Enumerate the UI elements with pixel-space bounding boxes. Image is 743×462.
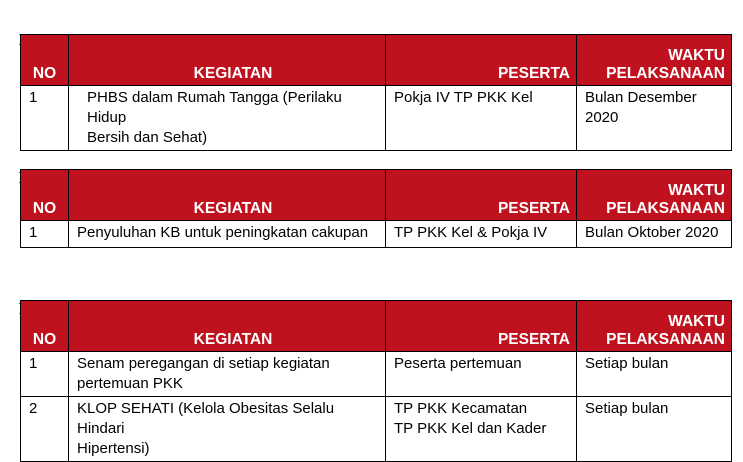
cell-waktu-line: Bulan Oktober 2020	[585, 224, 719, 241]
table-pelestarian-lingkungan	[20, 34, 732, 151]
header-kegiatan: KEGIATAN	[69, 301, 386, 352]
cell-kegiatan-line: Bersih dan Sehat)	[87, 129, 208, 146]
cell-kegiatan	[69, 221, 386, 248]
table-header-row	[21, 170, 732, 221]
header-waktu-line1: WAKTU	[668, 47, 725, 64]
cell-kegiatan	[69, 352, 386, 397]
header-waktu-line2: PELAKSANAAN	[606, 331, 725, 348]
cell-waktu	[577, 221, 732, 248]
header-no: NO	[21, 301, 69, 352]
table-row	[21, 397, 732, 462]
table-header-row	[21, 35, 732, 86]
header-waktu	[577, 170, 732, 221]
table-menjaga-kebugaran	[20, 300, 732, 462]
cell-no: 2	[21, 397, 69, 462]
header-waktu-line1: WAKTU	[668, 182, 725, 199]
cell-peserta	[386, 352, 577, 397]
header-no: NO	[21, 170, 69, 221]
header-no: NO	[21, 35, 69, 86]
cell-no: 1	[21, 221, 69, 248]
header-peserta: PESERTA	[386, 170, 577, 221]
cell-kegiatan-line: PHBS dalam Rumah Tangga (Perilaku Hidup	[87, 89, 342, 126]
table-row	[21, 352, 732, 397]
cell-kegiatan-line: Hipertensi)	[77, 440, 150, 457]
cell-peserta	[386, 397, 577, 462]
cell-waktu	[577, 352, 732, 397]
header-waktu	[577, 35, 732, 86]
header-waktu-line2: PELAKSANAAN	[606, 65, 725, 82]
cell-no: 1	[21, 86, 69, 151]
cell-kegiatan	[69, 86, 386, 151]
header-waktu-line1: WAKTU	[668, 313, 725, 330]
cell-kegiatan	[69, 397, 386, 462]
header-peserta: PESERTA	[386, 35, 577, 86]
header-kegiatan: KEGIATAN	[69, 170, 386, 221]
header-waktu	[577, 301, 732, 352]
cell-waktu	[577, 397, 732, 462]
cell-kegiatan-line: pertemuan PKK	[77, 375, 183, 392]
cell-kegiatan-line: Penyuluhan KB untuk peningkatan cakupan	[77, 224, 369, 241]
cell-waktu-line: Setiap bulan	[585, 400, 669, 417]
table-row	[21, 221, 732, 248]
header-peserta: PESERTA	[386, 301, 577, 352]
cell-peserta-line: Pokja IV TP PKK Kel	[394, 89, 533, 106]
table-kepedulian-sosial	[20, 169, 732, 248]
cell-waktu-line: 2020	[585, 109, 619, 126]
cell-kegiatan-line: KLOP SEHATI (Kelola Obesitas Selalu Hindari	[77, 400, 335, 437]
cell-waktu-line: Bulan Desember	[585, 89, 697, 106]
cell-peserta	[386, 221, 577, 248]
cell-kegiatan-line: Senam peregangan di setiap kegiatan	[77, 355, 330, 372]
cell-peserta-line: TP PKK Kecamatan	[394, 400, 528, 417]
cell-peserta-line: TP PKK Kel & Pokja IV	[394, 224, 548, 241]
header-kegiatan: KEGIATAN	[69, 35, 386, 86]
cell-peserta	[386, 86, 577, 151]
cell-peserta-line: Peserta pertemuan	[394, 355, 522, 372]
header-waktu-line2: PELAKSANAAN	[606, 200, 725, 217]
cell-waktu-line: Setiap bulan	[585, 355, 669, 372]
cell-no: 1	[21, 352, 69, 397]
cell-waktu	[577, 86, 732, 151]
table-header-row	[21, 301, 732, 352]
table-row	[21, 86, 732, 151]
cell-peserta-line: TP PKK Kel dan Kader	[394, 420, 547, 437]
